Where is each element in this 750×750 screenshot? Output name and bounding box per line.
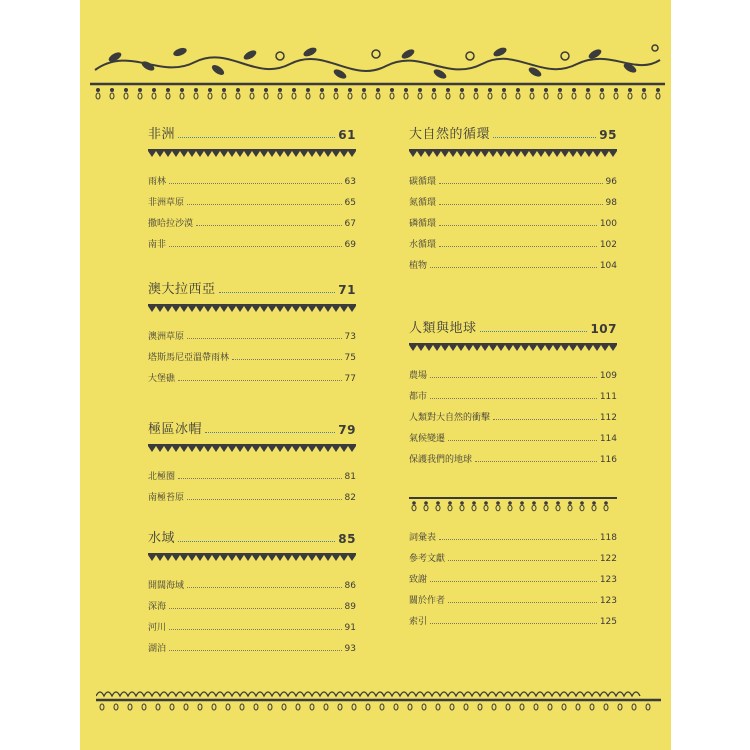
dotted-leader: [430, 581, 597, 582]
entry-label: 水循環: [409, 240, 437, 250]
entry-label: 河川: [148, 623, 167, 633]
dotted-leader: [475, 461, 597, 462]
dotted-leader: [169, 246, 342, 247]
loop-border-bottom: [96, 688, 661, 714]
toc-section-humans: [409, 316, 617, 465]
dotted-leader: [169, 629, 342, 630]
entry-page-number: 118: [599, 533, 617, 543]
section-page-number: 95: [599, 128, 617, 142]
toc-section-australasia: [148, 277, 356, 384]
entry-page-number: 125: [599, 617, 617, 627]
section-heading[interactable]: [148, 526, 356, 546]
entry-label: 氣候變遷: [409, 434, 446, 444]
entry-page-number: 69: [344, 240, 356, 250]
entry-page-number: 89: [344, 602, 356, 612]
dotted-leader: [430, 623, 597, 624]
dotted-leader: [448, 440, 597, 441]
entry-page-number: 65: [344, 198, 356, 208]
section-title: 非洲: [148, 127, 176, 142]
section-heading[interactable]: [409, 122, 617, 142]
entry-label: 澳洲草原: [148, 332, 185, 342]
toc-entry[interactable]: [148, 166, 356, 187]
toc-entry[interactable]: [148, 570, 356, 591]
entry-page-number: 82: [344, 493, 356, 503]
toc-entry[interactable]: [148, 363, 356, 384]
toc-section-waters: [148, 526, 356, 654]
dotted-leader: [448, 560, 597, 561]
entry-label: 碳循環: [409, 177, 437, 187]
dotted-leader: [439, 204, 603, 205]
entry-label: 都市: [409, 392, 428, 402]
toc-entry[interactable]: [409, 229, 617, 250]
entry-label: 深海: [148, 602, 167, 612]
dotted-leader: [169, 183, 342, 184]
dotted-leader: [493, 419, 597, 420]
entry-page-number: 67: [344, 219, 356, 229]
lace-divider: [148, 552, 356, 562]
entry-label: 雨林: [148, 177, 167, 187]
entry-label: 農場: [409, 371, 428, 381]
vine-border-top: [90, 40, 665, 102]
entry-page-number: 109: [599, 371, 617, 381]
lace-divider-bulbs: [409, 496, 617, 512]
entry-page-number: 63: [344, 177, 356, 187]
dotted-leader: [187, 338, 342, 339]
toc-entry[interactable]: [409, 522, 617, 543]
dotted-leader: [430, 377, 597, 378]
toc-entry[interactable]: [148, 321, 356, 342]
toc-entry[interactable]: [409, 606, 617, 627]
section-title: 水域: [148, 531, 176, 546]
toc-entry[interactable]: [409, 166, 617, 187]
toc-entry[interactable]: [409, 543, 617, 564]
dotted-leader: [187, 499, 342, 500]
toc-entry[interactable]: [148, 482, 356, 503]
section-heading[interactable]: [148, 277, 356, 297]
entry-page-number: 111: [599, 392, 617, 402]
entry-label: 植物: [409, 261, 428, 271]
entry-page-number: 123: [599, 596, 617, 606]
entry-label: 撒哈拉沙漠: [148, 219, 194, 229]
toc-entry[interactable]: [409, 444, 617, 465]
toc-entry[interactable]: [409, 360, 617, 381]
entry-page-number: 104: [599, 261, 617, 271]
lace-divider: [148, 148, 356, 158]
entry-label: 開闊海域: [148, 581, 185, 591]
dotted-leader: [187, 204, 342, 205]
entry-label: 南非: [148, 240, 167, 250]
entry-page-number: 123: [599, 575, 617, 585]
dotted-leader: [480, 331, 588, 332]
entry-page-number: 122: [599, 554, 617, 564]
section-heading[interactable]: [148, 122, 356, 142]
book-page: [80, 0, 671, 750]
entry-label: 南極苔原: [148, 493, 185, 503]
entry-page-number: 102: [599, 240, 617, 250]
dotted-leader: [178, 541, 335, 542]
entry-page-number: 73: [344, 332, 356, 342]
dotted-leader: [187, 587, 342, 588]
lace-divider: [409, 342, 617, 352]
toc-entry[interactable]: [148, 461, 356, 482]
entry-page-number: 116: [599, 455, 617, 465]
toc-entry[interactable]: [148, 342, 356, 363]
toc-entry[interactable]: [148, 612, 356, 633]
entry-page-number: 114: [599, 434, 617, 444]
section-title: 澳大拉西亞: [148, 282, 216, 297]
section-title: 極區冰帽: [148, 422, 203, 437]
toc-entry[interactable]: [409, 423, 617, 444]
lace-divider: [148, 443, 356, 453]
entry-page-number: 112: [599, 413, 617, 423]
dotted-leader: [205, 432, 335, 433]
dotted-leader: [196, 225, 342, 226]
dotted-leader: [169, 650, 342, 651]
section-page-number: 79: [338, 423, 356, 437]
entry-label: 大堡礁: [148, 374, 176, 384]
section-title: 大自然的循環: [409, 127, 491, 142]
dotted-leader: [178, 478, 342, 479]
dotted-leader: [439, 225, 597, 226]
toc-entry[interactable]: [409, 208, 617, 229]
toc-entry[interactable]: [409, 585, 617, 606]
toc-entry[interactable]: [148, 591, 356, 612]
toc-section-polar: [148, 417, 356, 503]
entry-page-number: 75: [344, 353, 356, 363]
entry-page-number: 93: [344, 644, 356, 654]
dotted-leader: [493, 137, 596, 138]
lace-divider: [148, 303, 356, 313]
toc-entry[interactable]: [148, 187, 356, 208]
dotted-leader: [448, 602, 597, 603]
entry-page-number: 96: [605, 177, 617, 187]
entry-page-number: 100: [599, 219, 617, 229]
section-page-number: 107: [590, 322, 617, 336]
toc-entry[interactable]: [409, 564, 617, 585]
entry-page-number: 77: [344, 374, 356, 384]
entry-page-number: 81: [344, 472, 356, 482]
dotted-leader: [430, 398, 597, 399]
dotted-leader: [439, 539, 597, 540]
dotted-leader: [178, 380, 342, 381]
toc-entry[interactable]: [148, 633, 356, 654]
dotted-leader: [232, 359, 342, 360]
toc-entry[interactable]: [409, 402, 617, 423]
section-page-number: 61: [338, 128, 356, 142]
entry-label: 人類對大自然的衝擊: [409, 413, 491, 423]
dotted-leader: [430, 267, 597, 268]
entry-label: 參考文獻: [409, 554, 446, 564]
entry-page-number: 98: [605, 198, 617, 208]
entry-label: 氮循環: [409, 198, 437, 208]
dotted-leader: [439, 246, 597, 247]
toc-entry[interactable]: [148, 229, 356, 250]
toc-section-cycles: [409, 122, 617, 271]
entry-label: 磷循環: [409, 219, 437, 229]
lace-divider: [409, 148, 617, 158]
entry-page-number: 91: [344, 623, 356, 633]
dotted-leader: [178, 137, 335, 138]
entry-label: 索引: [409, 617, 428, 627]
dotted-leader: [439, 183, 603, 184]
dotted-leader: [219, 292, 336, 293]
section-heading[interactable]: [409, 316, 617, 336]
entry-label: 塔斯馬尼亞溫帶雨林: [148, 353, 230, 363]
entry-label: 關於作者: [409, 596, 446, 606]
entry-label: 湖泊: [148, 644, 167, 654]
entry-page-number: 86: [344, 581, 356, 591]
entry-label: 北極圈: [148, 472, 176, 482]
section-page-number: 71: [338, 283, 356, 297]
entry-label: 詞彙表: [409, 533, 437, 543]
entry-label: 保護我們的地球: [409, 455, 473, 465]
section-heading[interactable]: [148, 417, 356, 437]
entry-label: 非洲草原: [148, 198, 185, 208]
toc-section-africa: [148, 122, 356, 250]
entry-label: 致謝: [409, 575, 428, 585]
toc-entry[interactable]: [148, 208, 356, 229]
toc-section-backmatter: [409, 496, 617, 627]
section-title: 人類與地球: [409, 321, 477, 336]
section-page-number: 85: [338, 532, 356, 546]
toc-entry[interactable]: [409, 187, 617, 208]
toc-entry[interactable]: [409, 381, 617, 402]
toc-entry[interactable]: [409, 250, 617, 271]
dotted-leader: [169, 608, 342, 609]
